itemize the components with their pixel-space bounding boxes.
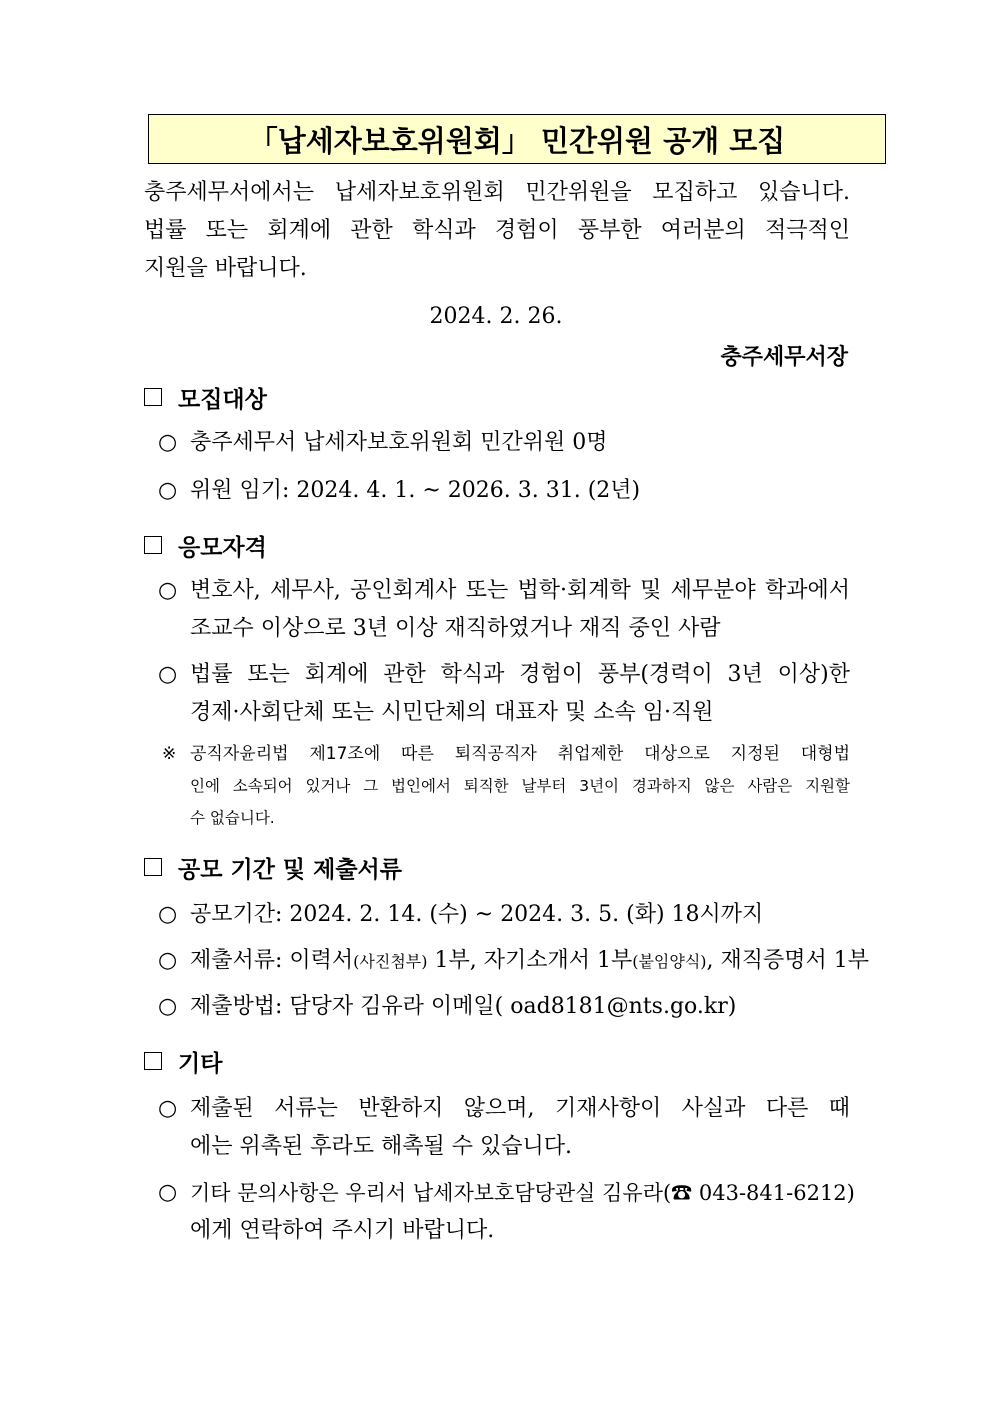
section-qualification-heading [144,530,267,560]
organization-name: 충주세무서장 [720,344,848,370]
list-item [158,946,870,977]
list-item [158,660,850,690]
note-line-3: 수 없습니다. [190,809,275,827]
attached-form-note: (붙임양식) [632,952,707,971]
list-item-text: 제출방법: 담당자 김유라 이메일( oad8181@nts.go.kr) [190,994,737,1019]
section-target-heading [144,382,267,412]
list-item-text: 제출된 서류는 반환하지 않으며, 기재사항이 사실과 다른 때 [190,1096,850,1121]
circle-bullet-icon: ○ [158,430,178,455]
list-item-continuation: 경제·사회단체 또는 시민단체의 대표자 및 소속 임·직원 [190,700,714,725]
list-item-text [190,946,869,977]
list-item-text: 법률 또는 회계에 관한 학식과 경험이 풍부(경력이 3년 이상)한 [190,662,850,687]
note-line-2: 인에 소속되어 있거나 그 법인에서 퇴직한 날부터 3년이 경과하지 않은 사람은 지원할 [190,777,850,795]
list-item [158,428,850,458]
intro-line-3: 지원을 바랍니다. [144,256,307,281]
document-title: 「납세자보호위원회」 민간위원 공개 모집 [148,114,886,164]
circle-bullet-icon: ○ [158,1180,178,1205]
section-period-heading [144,852,402,882]
list-item-text: 공모기간: 2024. 2. 14. (수) ~ 2024. 3. 5. (화) 18시까지 [190,902,764,927]
list-item-text: 기타 문의사항은 우리서 납세자보호담당관실 김유라(☎ 043-841-6212) [190,1181,855,1205]
list-item-continuation: 에는 위촉된 후라도 해촉될 수 있습니다. [190,1134,572,1159]
photo-attached-note: (사진첨부) [353,952,428,971]
documents-text-end: , 재직증명서 1부 [706,948,870,973]
announcement-date: 2024. 2. 26. [429,304,563,329]
checkbox-square-icon [144,388,162,406]
list-item-text: 충주세무서 납세자보호위원회 민간위원 0명 [190,430,608,455]
documents-text: 1부, 자기소개서 1부 [427,948,633,973]
section-heading-text: 공모 기간 및 제출서류 [178,856,402,883]
list-item [158,1178,855,1208]
list-item [158,1094,850,1124]
circle-bullet-icon: ○ [158,662,178,687]
note-line-1: 공직자윤리법 제17조에 따른 퇴직공직자 취업제한 대상으로 지정된 대형법 [190,744,850,764]
list-item [158,900,850,930]
section-heading-text: 기타 [178,1050,223,1077]
circle-bullet-icon: ○ [158,578,178,603]
circle-bullet-icon: ○ [158,994,178,1019]
intro-line-1: 충주세무서에서는 납세자보호위원회 민간위원을 모집하고 있습니다. [144,180,850,205]
reference-mark: ※ [162,744,177,764]
section-heading-text: 모집대상 [178,386,267,413]
circle-bullet-icon: ○ [158,478,178,503]
checkbox-square-icon [144,1052,162,1070]
section-heading-text: 응모자격 [178,534,267,561]
checkbox-square-icon [144,536,162,554]
list-item [158,476,850,506]
intro-line-2: 법률 또는 회계에 관한 학식과 경험이 풍부한 여러분의 적극적인 [144,218,850,243]
documents-label: 제출서류: 이력서 [190,948,354,973]
list-item [158,576,850,606]
list-item-text: 변호사, 세무사, 공인회계사 또는 법학·회계학 및 세무분야 학과에서 [190,578,850,603]
list-item [158,992,850,1022]
section-etc-heading [144,1046,222,1076]
list-item-continuation: 조교수 이상으로 3년 이상 재직하였거나 재직 중인 사람 [190,616,721,641]
list-item-continuation: 에게 연락하여 주시기 바랍니다. [190,1218,495,1243]
circle-bullet-icon: ○ [158,948,178,973]
list-item-text: 위원 임기: 2024. 4. 1. ~ 2026. 3. 31. (2년) [190,478,641,503]
circle-bullet-icon: ○ [158,1096,178,1121]
checkbox-square-icon [144,858,162,876]
circle-bullet-icon: ○ [158,902,178,927]
